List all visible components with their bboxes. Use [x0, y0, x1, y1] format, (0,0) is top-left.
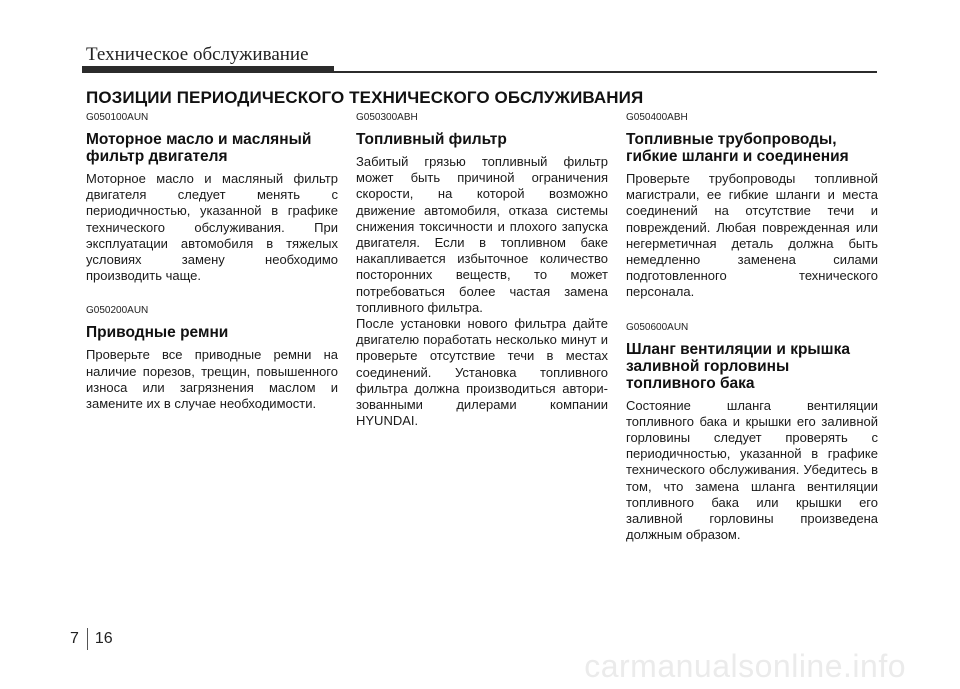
- page-number-value: 16: [94, 630, 113, 647]
- item-title: Топливный фильтр: [356, 131, 507, 148]
- item-code: G050100AUN: [86, 112, 149, 123]
- item-body: Состояние шланга вентиляции топливного бака и крышки его заливной горловины следует проверять с периодичностью, указанной в графике технического обслуживания. Убедитесь в том, что замена шланга вентиляции топливного бака или крышки его заливной горловины произведена должным образом.: [626, 397, 878, 543]
- page-number: [70, 628, 113, 650]
- item-code: G050300ABH: [356, 112, 418, 123]
- page-number-divider: [87, 628, 88, 650]
- item-body: Моторное масло и масляный фильтр двигателя следует менять с периодичностью, указанной в графике технического обслуживания. При эксплуатации автомобиля в тяжелых условиях замену необходимо производить чаще.: [86, 171, 338, 284]
- section-heading: ПОЗИЦИИ ПЕРИОДИЧЕСКОГО ТЕХНИЧЕСКОГО ОБСЛУЖИВАНИЯ: [86, 88, 644, 107]
- header-title: Техническое обслуживание: [86, 44, 309, 65]
- chapter-number: 7: [70, 630, 79, 647]
- header-rule-thick: [82, 66, 334, 73]
- item-body: Проверьте все приводные ремни на наличие порезов, трещин, повышенного износа или загрязнения маслом и замените их в случае необходимости.: [86, 347, 338, 412]
- item-title: Шланг вентиляции и крышка заливной горловины топливного бака: [626, 340, 850, 392]
- item-code: G050400ABH: [626, 112, 688, 123]
- column-3: [626, 112, 878, 543]
- item-body-continued: После установки нового фильтра дайте двигателю поработать несколько минут и проверьте отсутствие течи в местах соединений. Установка топливного фильтра должна производиться автори-зованными дилерами компании HYUNDAI.: [356, 316, 608, 429]
- header-rule-thin: [334, 71, 877, 73]
- watermark: carmanualsonline.info: [584, 648, 906, 684]
- item-title: Приводные ремни: [86, 324, 229, 342]
- item-title: Моторное масло и масляный фильтр двигателя: [86, 131, 312, 165]
- item-title: Топливные трубопроводы, гибкие шланги и соединения: [626, 131, 849, 165]
- item-code: G050600AUN: [626, 321, 689, 333]
- item-code: G050200AUN: [86, 305, 149, 317]
- item-body: Забитый грязью топливный фильтр может быть причиной ограничения скорости, на которой возможно движение автомобиля, отказа системы снижения токсичности и плохого запуска двигателя. Если в топливном баке накапливается избыточное количество посторонних веществ, то может потребоваться более частая замена топливного фильтра.: [356, 154, 608, 315]
- column-2: [356, 112, 608, 429]
- column-1: [86, 112, 338, 412]
- item-body: Проверьте трубопроводы топливной магистрали, ее гибкие шланги и места соединений на отсутствие течи и повреждений. Любая поврежденная или негерметичная деталь должна быть немедленно заменена силами подготовленного технического персонала.: [626, 171, 878, 300]
